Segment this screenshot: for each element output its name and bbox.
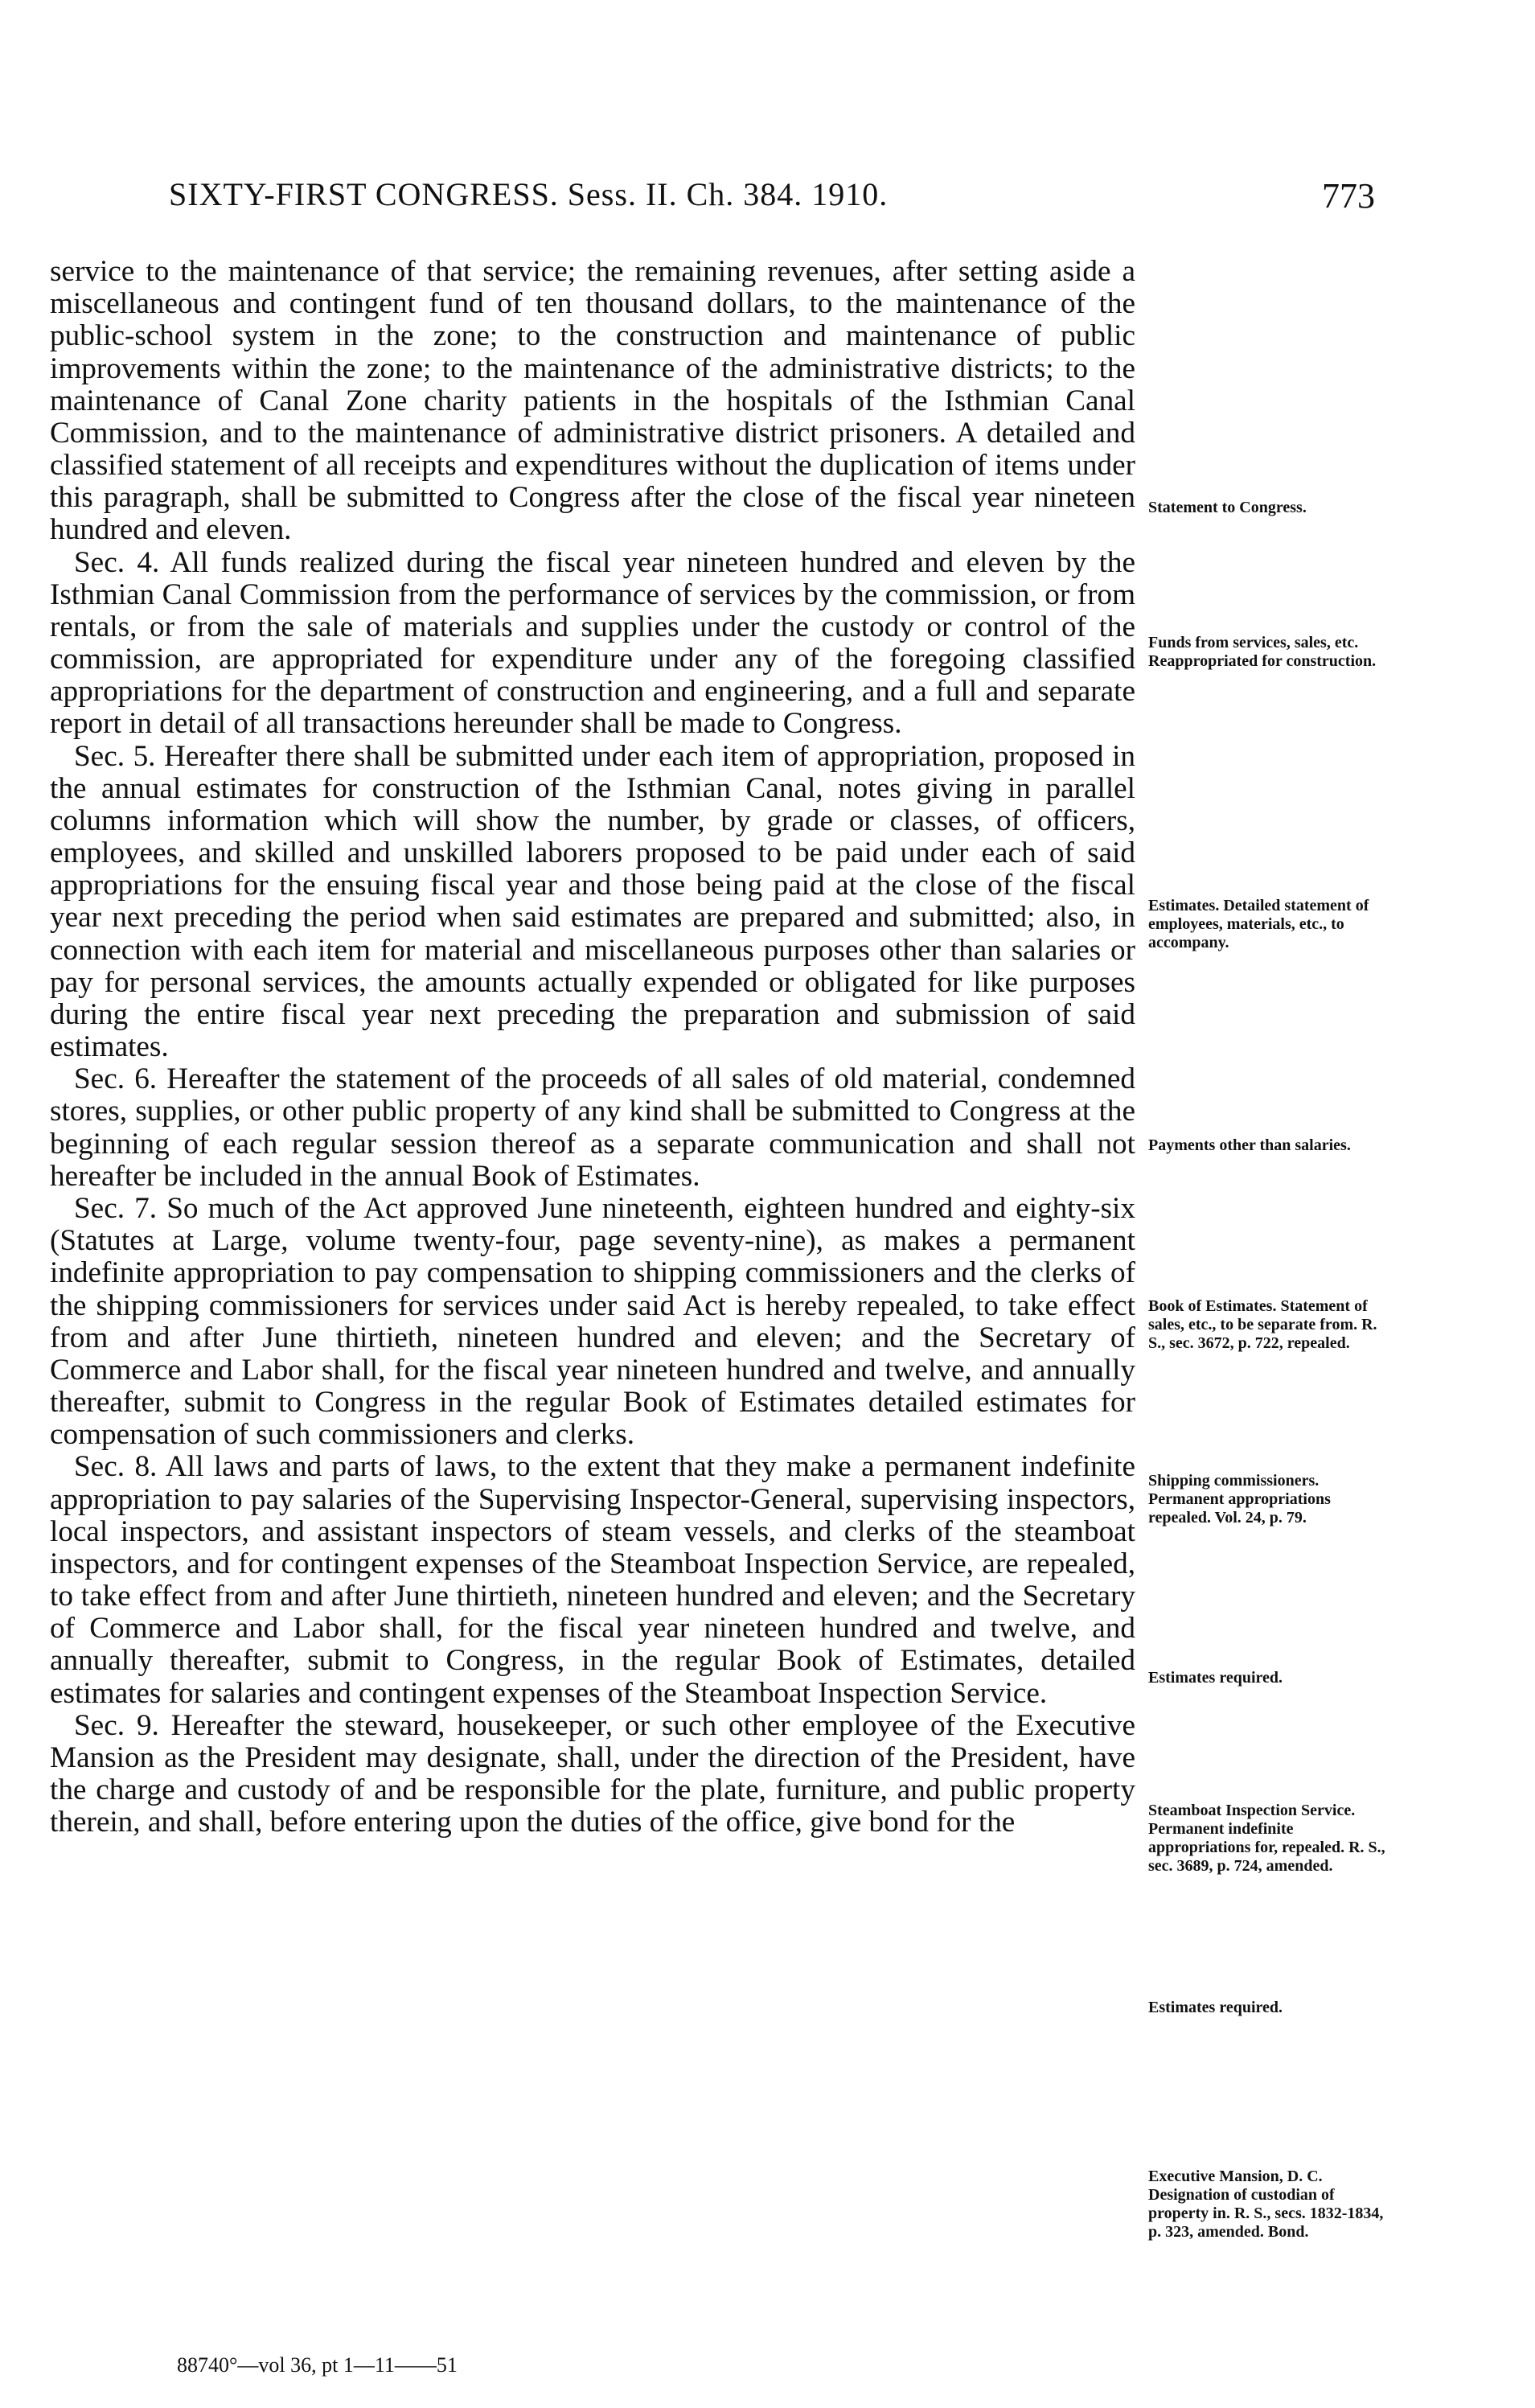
margin-note: Book of Estimates. Statement of sales, etc., to be separate from. R. S., sec. 3672, p. 722, repealed. <box>1148 1297 1377 1352</box>
signature-line: 88740°—vol 36, pt 1—11——51 <box>177 2353 458 2377</box>
running-head: SIXTY-FIRST CONGRESS. Sess. II. Ch. 384. 1910. <box>169 176 889 212</box>
paragraph-continuation: service to the maintenance of that service; the remaining revenues, after setting aside a miscellaneous and contingent fund of ten thousand dollars, to the maintenance of the public-school system in the zone; to the construction and maintenance of public improvements within the zone; to the maintenance of the administrative districts; to the maintenance of Canal Zone charity patients in the hospitals of the Isthmian Canal Commission, and to the maintenance of administrative district prisoners. A detailed and classified statement of all receipts and expenditures without the duplication of items under this paragraph, shall be submitted to Congress after the close of the fiscal year nineteen hundred and eleven. <box>50 255 1135 547</box>
margin-note: Statement to Congress. <box>1148 499 1307 516</box>
margin-note: Estimates required. <box>1148 1999 1283 2016</box>
paragraph-sec-8: Sec. 8. All laws and parts of laws, to the extent that they make a permanent indefinite appropriation to pay salaries of the Supervising Inspector-General, supervising inspectors, local inspectors, and assistant inspectors of steam vessels, and clerks of the steamboat inspectors, and for contingent expenses of the Steamboat Inspection Service, are repealed, to take effect from and after June thirtieth, nineteen hundred and eleven; and the Secretary of Commerce and Labor shall, for the fiscal year nineteen hundred and twelve, and annually thereafter, submit to Congress, in the regular Book of Estimates, detailed estimates for salaries and contingent expenses of the Steamboat Inspection Service. <box>50 1450 1135 1710</box>
running-header <box>121 175 1375 224</box>
paragraph-sec-9: Sec. 9. Hereafter the steward, housekeeper, or such other employee of the Executive Mansion as the President may designate, shall, under the direction of the President, have the charge and custody of and be responsible for the plate, furniture, and public property therein, and shall, before entering upon the duties of the office, give bond for the <box>50 1708 1135 1839</box>
margin-note: Payments other than salaries. <box>1148 1136 1351 1154</box>
paragraph-sec-4: Sec. 4. All funds realized during the fiscal year nineteen hundred and eleven by the Isthmian Canal Commission from the performance of services by the commission, or from rentals, or from the sale of materials and supplies under the custody or control of the commission, are appropriated for expenditure under any of the foregoing classified appropriations for the department of construction and engineering, and a full and separate report in detail of all transactions hereunder shall be made to Congress. <box>50 545 1135 741</box>
margin-note: Executive Mansion, D. C. Designation of custodian of property in. R. S., secs. 1832-1834, p. 323, amended. Bond. <box>1148 2168 1384 2241</box>
paragraph-sec-6: Sec. 6. Hereafter the statement of the proceeds of all sales of old material, condemned stores, supplies, or other public property of any kind shall be submitted to Congress at the beginning of each regular session thereof as a separate communication and shall not hereafter be included in the annual Book of Estimates. <box>50 1062 1135 1193</box>
paragraph-sec-5: Sec. 5. Hereafter there shall be submitted under each item of appropriation, proposed in the annual estimates for construction of the Isthmian Canal, notes giving in parallel columns information which will show the number, by grade or classes, of officers, employees, and skilled and unskilled laborers proposed to be paid under each of said appropriations for the ensuing fiscal year and those being paid at the close of the fiscal year next preceding the period when said estimates are prepared and submitted; also, in connection with each item for material and miscellaneous purposes other than salaries or pay for personal services, the amounts actually expended or obligated for like purposes during the entire fiscal year next preceding the preparation and submission of said estimates. <box>50 739 1135 1064</box>
margin-note: Funds from services, sales, etc. Reappropriated for construction. <box>1148 634 1377 670</box>
page-number: 773 <box>1322 176 1375 216</box>
margin-note: Steamboat Inspection Service. Permanent indefinite appropriations for, repealed. R. S., sec. 3689, p. 724, amended. <box>1148 1802 1385 1875</box>
paragraph-sec-7: Sec. 7. So much of the Act approved June nineteenth, eighteen hundred and eighty-six (Statutes at Large, volume twenty-four, page seventy-nine), as makes a permanent indefinite appropriation to pay compensation to shipping commissioners and the clerks of the shipping commissioners for services under said Act is hereby repealed, to take effect from and after June thirtieth, nineteen hundred and eleven; and the Secretary of Commerce and Labor shall, for the fiscal year nineteen hundred and twelve, and annually thereafter, submit to Congress in the regular Book of Estimates detailed estimates for compensation of such commissioners and clerks. <box>50 1191 1135 1452</box>
main-text <box>50 256 1135 1839</box>
margin-note: Shipping commissioners. Permanent appropriations repealed. Vol. 24, p. 79. <box>1148 1472 1331 1527</box>
margin-note: Estimates required. <box>1148 1669 1283 1687</box>
margin-note: Estimates. Detailed statement of employees, materials, etc., to accompany. <box>1148 897 1369 951</box>
